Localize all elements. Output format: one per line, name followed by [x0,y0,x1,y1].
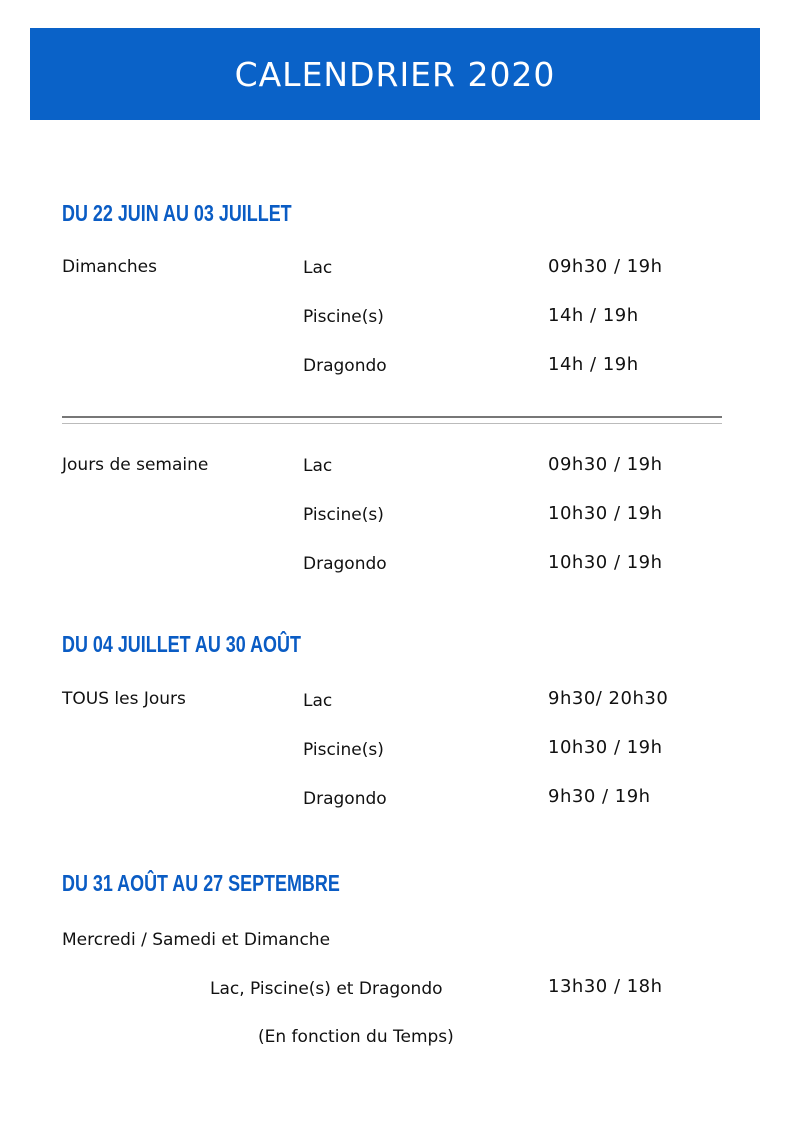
section-title-1: DU 22 JUIN AU 03 JUILLET [62,200,292,226]
days-label: Mercredi / Samedi et Dimanche [62,930,331,950]
time-value: 09h30 / 19h [548,454,663,475]
divider-line [62,416,722,418]
time-value: 14h / 19h [548,305,639,326]
group-label-dimanches: Dimanches [62,257,158,277]
time-value: 9h30 / 19h [548,786,651,807]
weather-note: (En fonction du Temps) [258,1027,454,1047]
header-banner [30,28,760,120]
page-title: CALENDRIER 2020 [234,54,556,94]
place-label: Dragondo [303,789,387,809]
divider-line [62,423,722,424]
time-value: 13h30 / 18h [548,976,663,997]
time-value: 10h30 / 19h [548,552,663,573]
place-label: Lac [303,258,333,278]
time-value: 14h / 19h [548,354,639,375]
time-value: 9h30/ 20h30 [548,688,669,709]
place-label: Dragondo [303,554,387,574]
group-label-tous: TOUS les Jours [62,689,186,709]
place-label: Piscine(s) [303,505,384,525]
section-title-3: DU 31 AOÛT AU 27 SEPTEMBRE [62,870,340,896]
time-value: 10h30 / 19h [548,737,663,758]
time-value: 10h30 / 19h [548,503,663,524]
place-label: Lac [303,456,333,476]
place-label: Lac [303,691,333,711]
section-title-2: DU 04 JUILLET AU 30 AOÛT [62,631,301,657]
time-value: 09h30 / 19h [548,256,663,277]
place-label: Piscine(s) [303,740,384,760]
place-label: Piscine(s) [303,307,384,327]
place-label: Dragondo [303,356,387,376]
group-label-semaine: Jours de semaine [62,455,209,475]
places-label: Lac, Piscine(s) et Dragondo [210,979,443,999]
